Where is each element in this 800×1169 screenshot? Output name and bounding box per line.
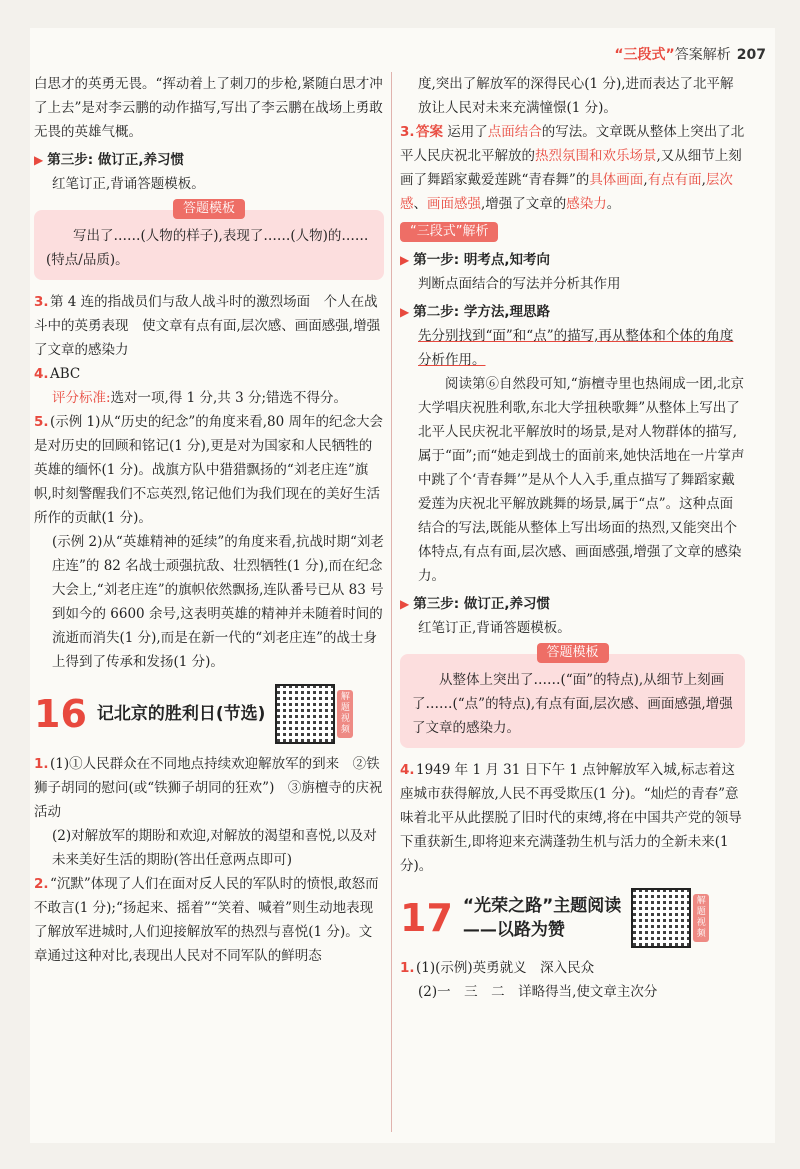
section-17-heading [400, 888, 745, 948]
answer-16-2: 2.“沉默”体现了人们在面对反人民的军队时的愤恨,敢怒而不敢言(1 分);“扬起来、摇着”“笑着、喊着”则生动地表现了解放军进城时,人们迎接解放军的热烈与喜悦(1 分)。文章通过这种对比,表现出人民对不同军队的鲜明态 [34, 876, 379, 964]
page-header [614, 44, 766, 64]
template-body-right: 从整体上突出了……(“面”的特点),从细节上刻画了……(“点”的特点),有点有面,层次感、画面感强,增强了文章的感染力。 [412, 672, 733, 736]
section-17-number: 17 [400, 896, 453, 940]
left-column [34, 72, 384, 968]
section-16-title: 记北京的胜利日(节选) [96, 704, 266, 724]
step2-body: 先分别找到“面”和“点”的描写,再从整体和个体的角度分析作用。 [418, 328, 734, 368]
column-divider [391, 72, 392, 1132]
analysis-badge: “三段式”解析 [400, 222, 498, 242]
template-tag: 答题模板 [173, 199, 245, 219]
right-intro-text: 度,突出了解放军的深得民心(1 分),进而表达了北平解放让人民对未来充满憧憬(1 分)。 [418, 76, 734, 116]
section-17-title: “光荣之路”主题阅读 ——以路为赞 [462, 896, 622, 940]
step2-heading: ▶ 第二步: 学方法,理思路 [400, 304, 550, 320]
step3-heading: ▶ 第三步: 做订正,养习惯 [34, 152, 184, 168]
answer-5b: (示例 2)从“英雄精神的延续”的角度来看,抗战时期“刘老庄连”的 82 名战士顽强抗敌、壮烈牺牲(1 分),而在纪念大会上,“刘老庄连”的旗帜依然飘扬,连队番号已从 83 号到如今的 6600 余号,这表明英雄的精神并未随着时间的流逝而消失(1 分),而是在新一代的“刘老庄连”的战士身上得到了传承和发扬(1 分)。 [52, 534, 384, 670]
qr-code-icon[interactable] [631, 888, 691, 948]
template-tag-right: 答题模板 [536, 643, 608, 663]
step2-analysis: 阅读第⑥自然段可知,“旃檀寺里也热闹成一团,北京大学唱庆祝胜利歌,东北大学扭秧歌舞”从整体上写出了北平人民庆祝北平解放时的场景,是对人物群体的描写,属于“面”;而“她走到战士的面前来,她快活地在一片掌声中跳了个‘青春舞’”是从个人入手,重点描写了舞蹈家戴爱莲为庆祝北平解放跳舞的场景,属于“点”。这种点面结合的写法,既能从整体上写出场面的热烈,又能突出个体特点,有点有面,层次感、画面感强,增强了文章的感染力。 [418, 376, 745, 584]
header-quote-title: “三段式” [614, 47, 675, 63]
step3-body: 红笔订正,背诵答题模板。 [52, 176, 205, 192]
answer-17-1b: (2)一 三 二 详略得当,使文章主次分 [418, 984, 658, 1000]
header-title: 答案解析 [674, 47, 731, 63]
left-intro-text: 白思才的英勇无畏。“挥动着上了刺刀的步枪,紧随白思才冲了上去”是对李云鹏的动作描写,写出了李云鹏在战场上勇敢无畏的英雄气概。 [34, 76, 383, 140]
answer-5a: 5.(示例 1)从“历史的纪念”的角度来看,80 周年的纪念大会是对历史的回顾和铭记(1 分),更是对为国家和人民牺牲的英雄的缅怀(1 分)。战旗方队中猎猎飘扬的“刘老庄连”旗帜,时刻警醒我们不忘英烈,铭记他们为我们现在的美好生活所作的贡献(1 分)。 [34, 414, 383, 526]
answer-17-1a: 1.(1)(示例)英勇就义 深入民众 [400, 960, 595, 976]
triangle-icon: ▶ [34, 153, 44, 167]
answer-3: 3.第 4 连的指战员们与敌人战斗时的激烈场面 个人在战斗中的英勇表现 使文章有点有面,层次感、画面感强,增强了文章的感染力 [34, 294, 381, 358]
scoring-rule: 评分标准:选对一项,得 1 分,共 3 分;错选不得分。 [52, 390, 348, 406]
qr-label: 解题视频 [693, 894, 709, 942]
step3-heading-right: ▶ 第三步: 做订正,养习惯 [400, 596, 550, 612]
right-column [400, 72, 745, 1004]
answer-16-1b: (2)对解放军的期盼和欢迎,对解放的渴望和喜悦,以及对未来美好生活的期盼(答出任意两点即可) [52, 828, 377, 868]
answer-template-box [34, 201, 384, 280]
triangle-icon: ▶ [400, 253, 410, 267]
section-16-number: 16 [34, 692, 87, 736]
step1-heading: ▶ 第一步: 明考点,知考向 [400, 252, 550, 268]
template-body: 写出了……(人物的样子),表现了……(人物)的……(特点/品质)。 [46, 228, 369, 268]
answer-16-3: 3.答案 运用了点面结合的写法。文章既从整体上突出了北平人民庆祝北平解放的热烈氛围和欢乐场景,又从细节上刻画了舞蹈家戴爱莲跳“青春舞”的具体画面,有点有面,层次感、画面感强,增强了文章的感染力。 [400, 124, 745, 212]
triangle-icon: ▶ [400, 597, 410, 611]
answer-16-1a: 1.(1)①人民群众在不同地点持续欢迎解放军的到来 ②铁狮子胡同的慰问(或“铁狮子胡同的狂欢”) ③旃檀寺的庆祝活动 [34, 756, 383, 820]
qr-code-icon[interactable] [275, 684, 335, 744]
triangle-icon: ▶ [400, 305, 410, 319]
qr-label: 解题视频 [337, 690, 353, 738]
step3-body-right: 红笔订正,背诵答题模板。 [418, 620, 571, 636]
answer-template-box-right [400, 645, 745, 748]
answer-16-4: 4.1949 年 1 月 31 日下午 1 点钟解放军入城,标志着这座城市获得解放,人民不再受欺压(1 分)。“灿烂的青春”意味着北平从此摆脱了旧时代的束缚,将在中国共产党的领导下重获新生,即将迎来充满蓬勃生机与活力的全新未来(1 分)。 [400, 762, 742, 874]
answer-4: 4.ABC [34, 366, 81, 382]
section-16-heading [34, 684, 384, 744]
page-number: 207 [736, 47, 766, 63]
step1-body: 判断点面结合的写法并分析其作用 [418, 276, 621, 292]
